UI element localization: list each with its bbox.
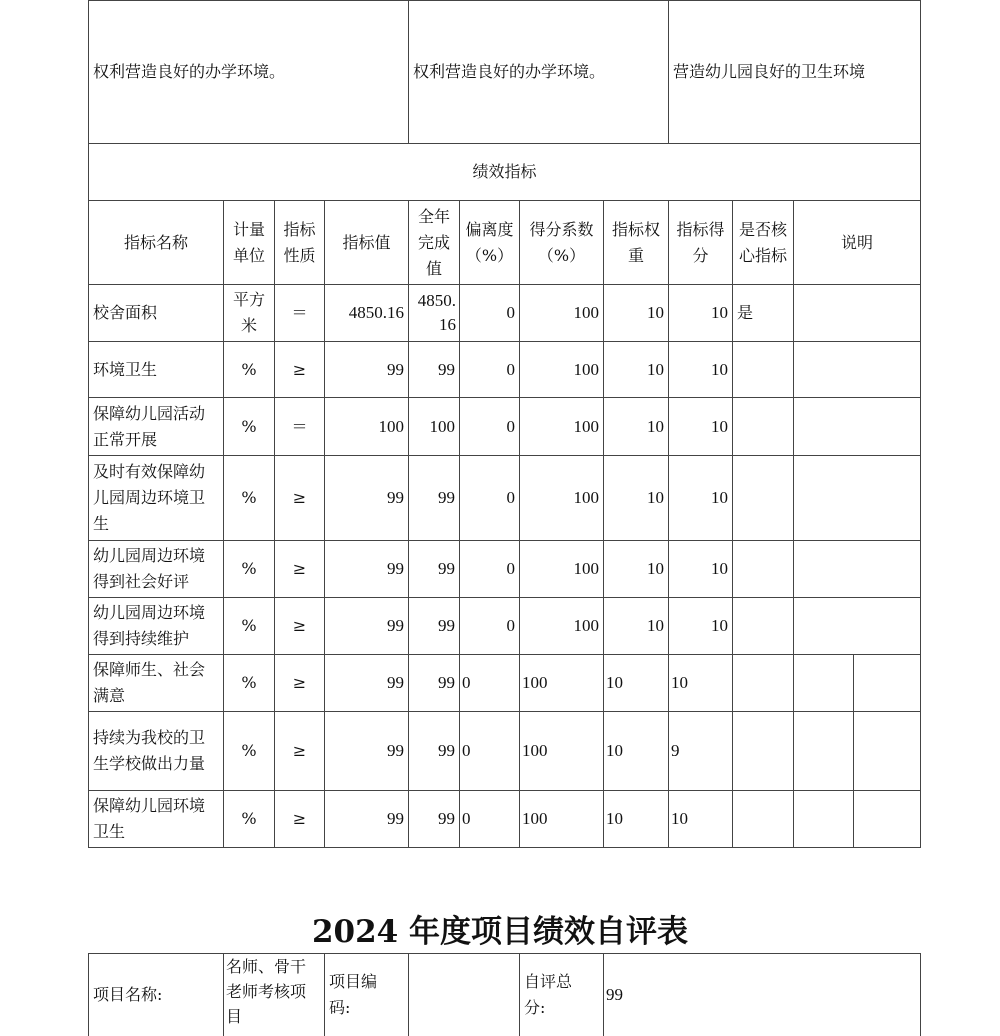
- indicator-core: [733, 342, 793, 397]
- indicator-coef: 100: [573, 559, 599, 578]
- indicator-target: 100: [378, 416, 404, 436]
- header-coef: 得分系数 （%）: [529, 219, 594, 265]
- indicator-deviation: 0: [506, 359, 515, 379]
- indicator-name: 校舍面积: [93, 303, 158, 322]
- indicator-name: 及时有效保障幼 儿园周边环境卫 生: [93, 462, 206, 533]
- form-title: 2024 年度项目绩效自评表: [311, 914, 689, 950]
- indicator-name: 持续为我校的卫 生学校做出力量: [93, 728, 206, 773]
- indicator-coef: 100: [573, 303, 599, 322]
- indicator-weight: 10: [606, 673, 623, 692]
- indicator-unit: %: [241, 416, 257, 436]
- indicator-actual: 99: [438, 359, 455, 379]
- indicator-deviation: 0: [462, 809, 471, 828]
- indicator-name: 幼儿园周边环境 得到持续维护: [93, 603, 206, 648]
- header-actual: 全年 完成 值: [417, 206, 450, 278]
- indicator-core: [733, 541, 793, 597]
- indicator-deviation: 0: [506, 416, 515, 436]
- indicator-core: 是: [737, 303, 754, 322]
- indicator-actual: 100: [429, 416, 455, 436]
- indicator-weight: 10: [647, 616, 664, 635]
- indicator-nature: ≥: [292, 359, 307, 379]
- indicator-target: 99: [387, 488, 404, 507]
- indicator-unit: %: [241, 741, 257, 760]
- indicator-target: 99: [387, 741, 404, 760]
- indicator-nature: ＝: [291, 303, 308, 322]
- indicator-weight: 10: [647, 416, 664, 436]
- indicator-coef: 100: [573, 359, 599, 379]
- indicator-score: 10: [711, 559, 728, 578]
- indicator-actual: 99: [438, 488, 455, 507]
- indicator-deviation: 0: [506, 559, 515, 578]
- indicator-unit: 平方 米: [232, 290, 265, 335]
- indicator-nature: ≥: [292, 488, 307, 507]
- indicator-core: [733, 598, 793, 654]
- indicator-unit: %: [241, 559, 257, 578]
- indicator-core: [733, 712, 793, 790]
- header-score: 指标得 分: [676, 219, 725, 265]
- indicator-score: 10: [711, 616, 728, 635]
- indicator-deviation: 0: [506, 616, 515, 635]
- indicator-coef: 100: [522, 741, 548, 760]
- indicator-target: 99: [387, 673, 404, 692]
- indicator-nature: ≥: [292, 809, 307, 828]
- indicator-name: 幼儿园周边环境 得到社会好评: [93, 546, 206, 591]
- header-unit: 计量 单位: [232, 219, 265, 265]
- indicator-score: 9: [671, 741, 680, 760]
- indicator-score: 10: [711, 303, 728, 322]
- indicator-coef: 100: [522, 809, 548, 828]
- indicator-actual: 4850. 16: [417, 291, 456, 334]
- indicator-target: 99: [387, 809, 404, 828]
- indicator-score: 10: [671, 673, 688, 692]
- indicator-deviation: 0: [506, 488, 515, 507]
- project-name-label: 项目名称:: [93, 985, 163, 1004]
- indicator-core: [733, 398, 793, 455]
- indicator-weight: 10: [647, 488, 664, 507]
- indicator-coef: 100: [522, 673, 548, 692]
- indicator-nature: ≥: [292, 559, 307, 578]
- indicator-actual: 99: [438, 741, 455, 760]
- indicator-target: 4850.16: [348, 303, 404, 322]
- indicator-score: 10: [711, 416, 728, 436]
- header-deviation: 偏离度 （%）: [465, 219, 514, 265]
- indicator-score: 10: [711, 488, 728, 507]
- indicator-deviation: 0: [506, 303, 515, 322]
- indicator-unit: %: [241, 809, 257, 828]
- indicator-deviation: 0: [462, 741, 471, 760]
- header-target: 指标值: [342, 232, 391, 252]
- header-nature: 指标 性质: [283, 219, 316, 265]
- indicator-weight: 10: [647, 559, 664, 578]
- header-weight: 指标权 重: [611, 219, 660, 265]
- indicator-core: [733, 456, 793, 540]
- indicator-weight: 10: [606, 741, 623, 760]
- self-score-label: 自评总 分:: [524, 972, 573, 1017]
- indicator-actual: 99: [438, 559, 455, 578]
- indicator-target: 99: [387, 616, 404, 635]
- header-name: 指标名称: [123, 232, 188, 252]
- indicator-deviation: 0: [462, 673, 471, 692]
- header-note: 说明: [840, 232, 873, 252]
- indicator-unit: %: [241, 359, 257, 379]
- indicator-weight: 10: [647, 359, 664, 379]
- goal-cell-3: 营造幼儿园良好的卫生环境: [673, 62, 866, 81]
- indicator-coef: 100: [573, 416, 599, 436]
- indicator-nature: ≥: [292, 741, 307, 760]
- indicator-coef: 100: [573, 488, 599, 507]
- indicator-nature: ≥: [292, 673, 307, 692]
- indicator-weight: 10: [647, 303, 664, 322]
- indicator-nature: ≥: [292, 616, 307, 635]
- indicator-weight: 10: [606, 809, 623, 828]
- indicator-name: 保障幼儿园活动 正常开展: [93, 403, 206, 449]
- project-code-value: [409, 954, 519, 1036]
- header-core: 是否核 心指标: [738, 219, 787, 265]
- section-title: 绩效指标: [472, 162, 537, 181]
- project-code-label: 项目编 码:: [329, 972, 378, 1017]
- goal-cell-1: 权利营造良好的办学环境。: [93, 62, 286, 81]
- indicator-target: 99: [387, 559, 404, 578]
- indicator-actual: 99: [438, 809, 455, 828]
- indicator-actual: 99: [438, 673, 455, 692]
- project-name-value: 名师、骨干 老师考核项 目: [226, 957, 307, 1026]
- indicator-score: 10: [671, 809, 688, 828]
- indicator-unit: %: [241, 488, 257, 507]
- goal-cell-2: 权利营造良好的办学环境。: [413, 62, 606, 81]
- indicator-name: 环境卫生: [93, 359, 158, 379]
- self-score-value: 99: [606, 985, 623, 1004]
- indicator-core: [733, 791, 793, 847]
- indicator-score: 10: [711, 359, 728, 379]
- indicator-name: 保障幼儿园环境 卫生: [93, 796, 206, 841]
- indicator-unit: %: [241, 616, 257, 635]
- indicator-nature: ＝: [291, 416, 308, 436]
- indicator-unit: %: [241, 673, 257, 692]
- indicator-coef: 100: [573, 616, 599, 635]
- indicator-target: 99: [387, 359, 404, 379]
- indicator-core: [733, 655, 793, 711]
- indicator-actual: 99: [438, 616, 455, 635]
- indicator-name: 保障师生、社会 满意: [93, 660, 206, 705]
